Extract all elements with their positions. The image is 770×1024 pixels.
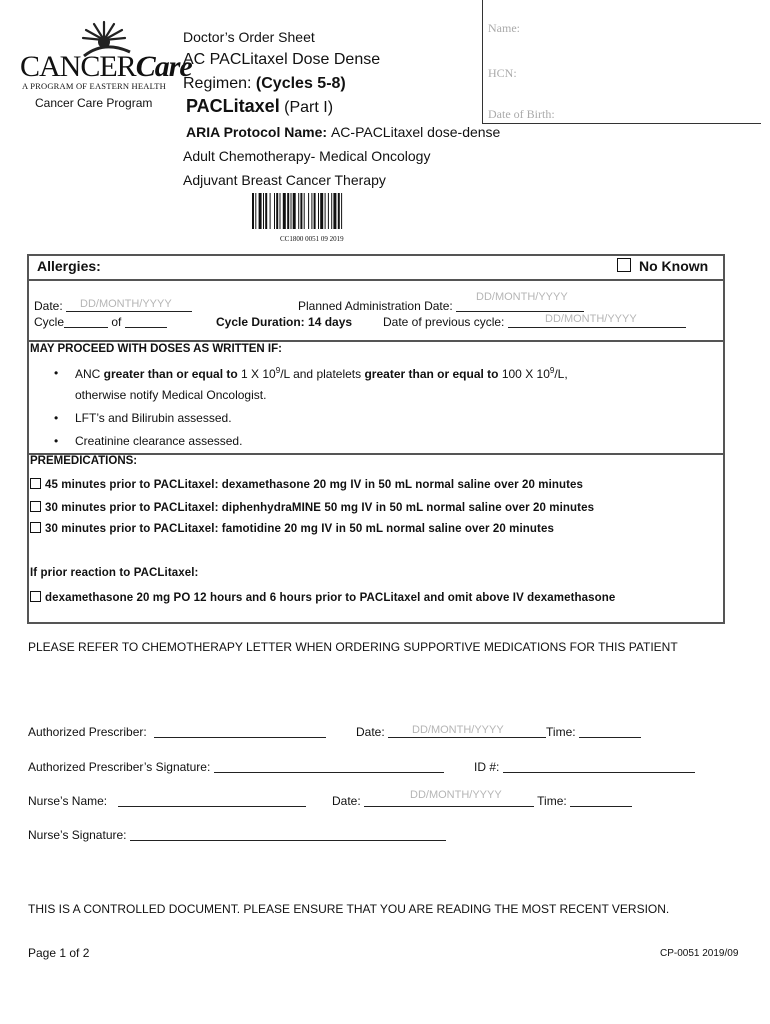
premed-checkbox[interactable] (30, 522, 41, 533)
prescriber-id-row (474, 760, 695, 774)
nurse-time-field[interactable] (570, 794, 632, 807)
aria-label: ARIA Protocol Name: (186, 124, 331, 140)
regimen-label: Regimen: (183, 75, 256, 92)
barcode-text: CC1800 0051 09 2019 (280, 235, 344, 243)
anc-exp-1: 9 (275, 366, 281, 375)
aria-protocol (186, 124, 500, 140)
prescriber-signature-field[interactable] (214, 760, 444, 773)
supportive-meds-notice: PLEASE REFER TO CHEMOTHERAPY LETTER WHEN ORDERING SUPPORTIVE MEDICATIONS FOR THIS PATIENT (28, 640, 678, 654)
cycle-label: Cycle (34, 315, 65, 329)
regimen-title: AC PACLitaxel Dose Dense (183, 51, 381, 68)
anc-threshold-1: greater than or equal to (103, 367, 238, 381)
premed-checkbox[interactable] (30, 501, 41, 512)
aria-value: AC-PACLitaxel dose-dense (330, 124, 501, 140)
subtitle-adjuvant: Adjuvant Breast Cancer Therapy (183, 172, 386, 188)
creatinine-text: Creatinine clearance assessed. (75, 434, 243, 448)
nurse-signature-field[interactable] (130, 828, 446, 841)
premed-checkbox[interactable] (30, 478, 41, 489)
prescriber-date-label: Date: (356, 725, 385, 739)
prior-reaction-text: dexamethasone 20 mg PO 12 hours and 6 hours prior to PACLitaxel and omit above IV dexamethasone (45, 592, 616, 604)
cycle-total-field[interactable] (125, 315, 167, 328)
prescriber-date-placeholder: DD/MONTH/YYYY (412, 724, 504, 736)
premed-item-2[interactable] (30, 501, 594, 514)
logo-tagline: A PROGRAM OF EASTERN HEALTH (22, 81, 166, 91)
prescriber-field[interactable] (154, 725, 326, 738)
premed-text: 45 minutes prior to PACLitaxel: dexamethasone 20 mg IV in 50 mL normal saline over 20 minutes (45, 479, 584, 491)
order-date-placeholder: DD/MONTH/YYYY (80, 298, 172, 310)
of-label: of (111, 315, 122, 329)
anc-exp-2: 9 (549, 366, 555, 375)
nurse-date-placeholder: DD/MONTH/YYYY (410, 789, 502, 801)
allergies-label: Allergies: (37, 258, 101, 274)
conditions-heading: MAY PROCEED WITH DOSES AS WRITTEN IF: (30, 343, 282, 355)
previous-cycle-row (383, 315, 686, 329)
regimen-cycles-value: (Cycles 5-8) (255, 75, 346, 92)
logo-brand-right: Care (135, 50, 192, 83)
condition-creatinine (54, 434, 243, 448)
anc-value-1: 1 X 10 (237, 367, 276, 381)
previous-cycle-label: Date of previous cycle: (383, 315, 508, 329)
drug-name: PACLitaxel (186, 96, 280, 116)
nurse-signature-row (28, 828, 446, 842)
document-code: CP-0051 2019/09 (660, 948, 739, 959)
cycle-row (34, 315, 167, 329)
planned-date-label: Planned Administration Date: (298, 299, 457, 313)
patient-dob-label: Date of Birth: (488, 107, 555, 121)
drug-part: (Part I) (279, 99, 334, 116)
no-known-label: No Known (639, 258, 709, 274)
prescriber-signature-label: Authorized Prescriber’s Signature: (28, 760, 211, 774)
premed-item-3[interactable] (30, 522, 554, 535)
nurse-name-field[interactable] (118, 794, 306, 807)
bullet-icon: • (54, 434, 59, 448)
premed-text: 30 minutes prior to PACLitaxel: diphenhydraMINE 50 mg IV in 50 mL normal saline over 20 minutes (45, 502, 595, 514)
bullet-icon: • (54, 366, 59, 380)
controlled-document-notice: THIS IS A CONTROLLED DOCUMENT. PLEASE ENSURE THAT YOU ARE READING THE MOST RECENT VERSION. (28, 902, 670, 916)
premed-text: 30 minutes prior to PACLitaxel: famotidine 20 mg IV in 50 mL normal saline over 20 minutes (45, 523, 554, 535)
prescriber-time-label: Time: (546, 725, 576, 739)
patient-name-label: Name: (488, 21, 520, 35)
logo-brand-left: CANCER (20, 50, 136, 83)
prescriber-signature-row (28, 760, 444, 774)
nurse-time-label: Time: (537, 794, 567, 808)
patient-info-box (482, 0, 761, 124)
condition-anc-line2: otherwise notify Medical Oncologist. (75, 388, 267, 402)
prior-reaction-heading: If prior reaction to PACLitaxel: (30, 567, 199, 579)
anc-platelets: /L and platelets (280, 367, 365, 381)
patient-hcn-label: HCN: (488, 66, 517, 80)
bullet-icon: • (54, 411, 59, 425)
anc-text: ANC (75, 367, 104, 381)
prescriber-label: Authorized Prescriber: (28, 725, 147, 739)
premed-item-1[interactable] (30, 478, 583, 491)
nurse-signature-label: Nurse’s Signature: (28, 828, 127, 842)
no-known-checkbox[interactable] (617, 258, 631, 272)
previous-cycle-placeholder: DD/MONTH/YYYY (545, 313, 637, 325)
condition-anc (54, 366, 568, 381)
prior-reaction-item[interactable] (30, 591, 615, 604)
subtitle-adult: Adult Chemotherapy- Medical Oncology (183, 148, 431, 164)
prescriber-id-field[interactable] (503, 760, 695, 773)
condition-lft (54, 411, 232, 425)
anc-tail: /L, (554, 367, 568, 381)
prior-reaction-checkbox[interactable] (30, 591, 41, 602)
prescriber-row (28, 725, 326, 739)
drug-title (186, 96, 333, 117)
order-date-label: Date: (34, 299, 67, 313)
cycle-duration: Cycle Duration: 14 days (216, 315, 353, 329)
page-number: Page 1 of 2 (28, 946, 90, 960)
barcode (252, 193, 374, 229)
anc-threshold-2: greater than or equal to (364, 367, 499, 381)
sheet-title: Doctor’s Order Sheet (183, 29, 315, 45)
lft-text: LFT’s and Bilirubin assessed. (75, 411, 232, 425)
logo (20, 18, 192, 108)
nurse-date-label: Date: (332, 794, 361, 808)
program-name: Cancer Care Program (35, 96, 153, 110)
regimen-cycles (183, 75, 346, 93)
prescriber-time-field[interactable] (579, 725, 641, 738)
planned-date-placeholder: DD/MONTH/YYYY (476, 291, 568, 303)
prescriber-id-label: ID #: (474, 760, 500, 774)
cycle-number-field[interactable] (64, 315, 108, 328)
anc-value-2: 100 X 10 (498, 367, 550, 381)
nurse-name-row (28, 794, 306, 808)
nurse-name-label: Nurse’s Name: (28, 794, 108, 808)
premedications-heading: PREMEDICATIONS: (30, 455, 138, 467)
